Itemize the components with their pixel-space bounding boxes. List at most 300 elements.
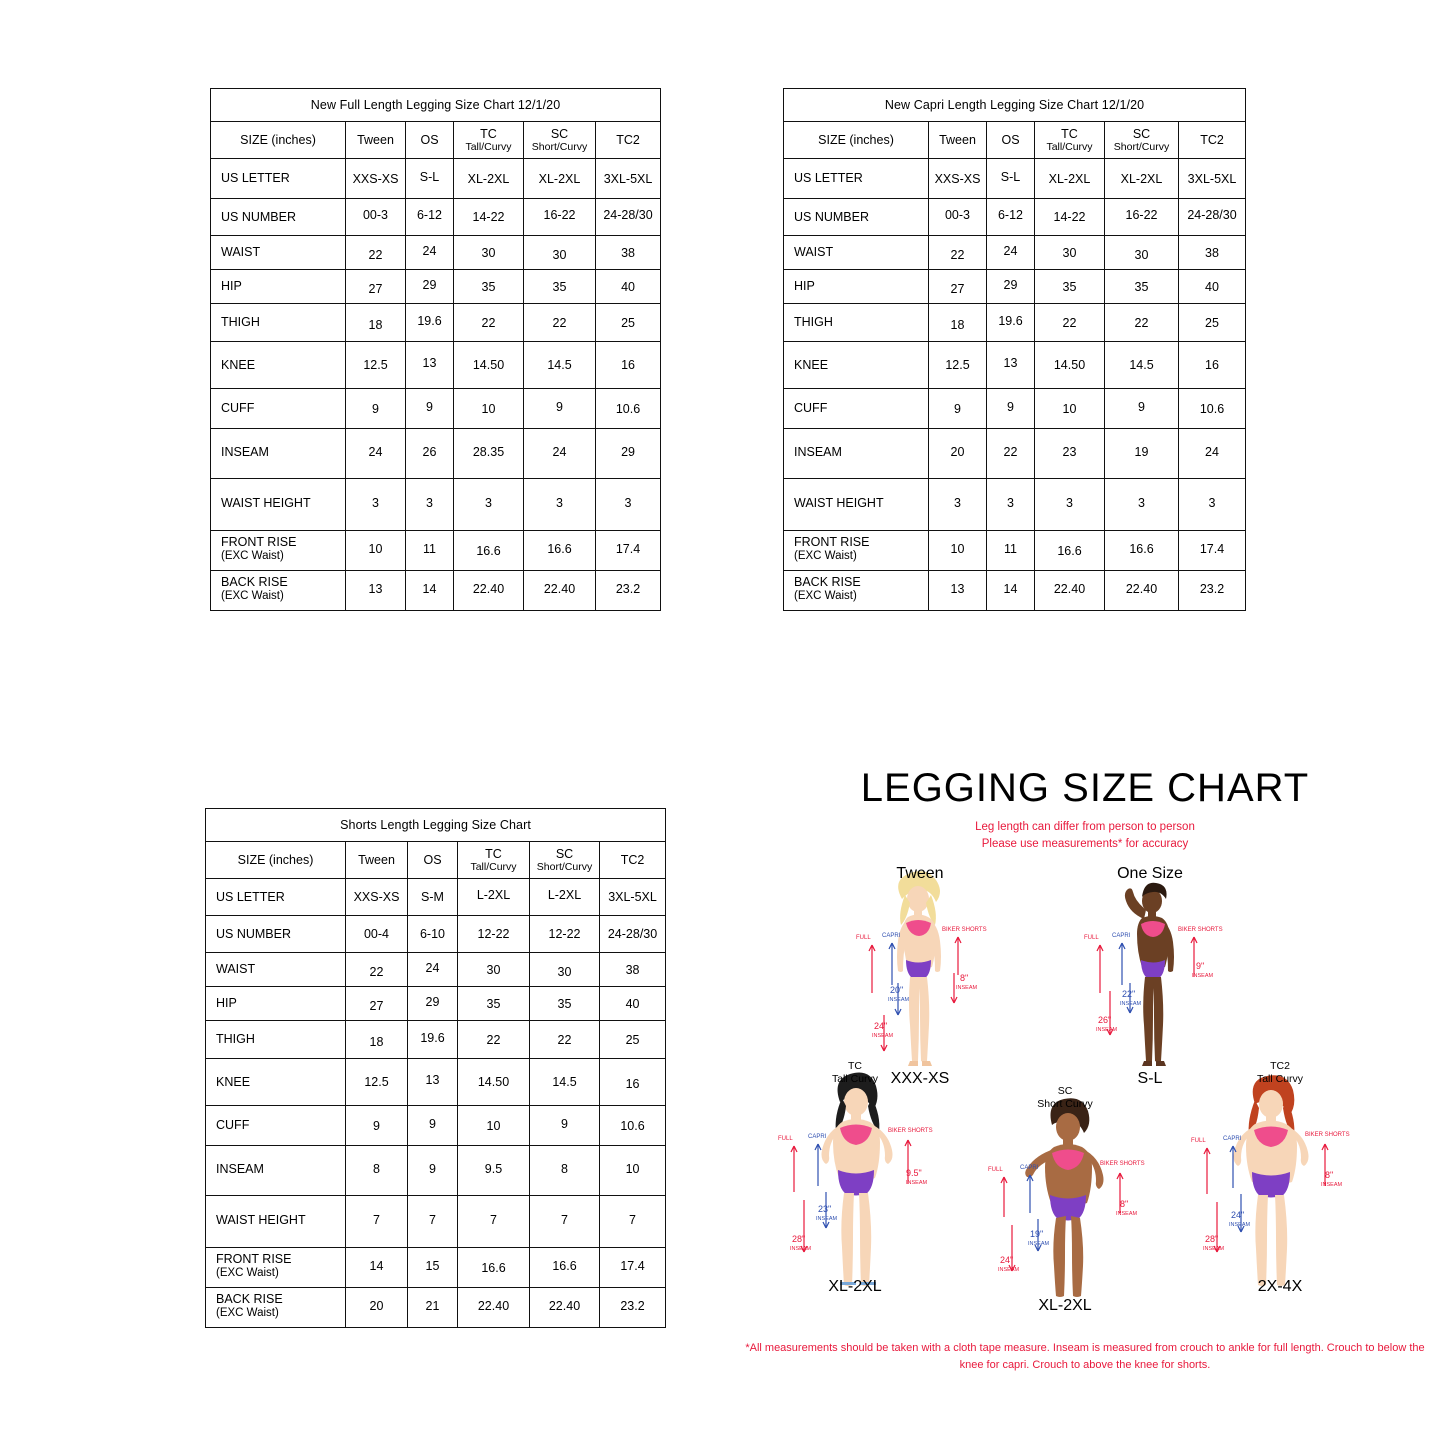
cell: 22.40 bbox=[1105, 571, 1179, 611]
row-label: WAIST HEIGHT bbox=[206, 1196, 346, 1248]
cell: 14.5 bbox=[530, 1059, 600, 1106]
cell: 14 bbox=[987, 571, 1035, 611]
svg-text:BIKER SHORTS: BIKER SHORTS bbox=[1305, 1132, 1350, 1138]
svg-text:INSEAM: INSEAM bbox=[1096, 1027, 1118, 1033]
cell: 9 bbox=[346, 1106, 408, 1146]
figure-top-label: TC bbox=[848, 1060, 862, 1072]
cell: 22 bbox=[987, 429, 1035, 479]
figure-top-label: TC2 bbox=[1270, 1060, 1290, 1072]
capri-length-size-chart bbox=[783, 88, 1246, 611]
cell: S-L bbox=[987, 159, 1035, 199]
table-row bbox=[784, 236, 1246, 270]
cell: 16-22 bbox=[524, 199, 596, 236]
row-label: FRONT RISE (EXC Waist) bbox=[206, 1248, 346, 1288]
table-row bbox=[206, 879, 666, 916]
cell: 22 bbox=[346, 953, 408, 987]
table-row bbox=[784, 479, 1246, 531]
table-row bbox=[784, 342, 1246, 389]
cell: 00-4 bbox=[346, 916, 408, 953]
cell: 9 bbox=[408, 1106, 458, 1146]
cell: 14.5 bbox=[1105, 342, 1179, 389]
cell: 22 bbox=[346, 236, 406, 270]
table-row bbox=[206, 1146, 666, 1196]
cell: 7 bbox=[530, 1196, 600, 1248]
column-header: SIZE (inches) bbox=[211, 122, 346, 159]
table-row bbox=[784, 429, 1246, 479]
cell: 22.40 bbox=[530, 1288, 600, 1328]
svg-text:9": 9" bbox=[1196, 961, 1205, 971]
size-table bbox=[205, 808, 666, 1328]
row-label: BACK RISE (EXC Waist) bbox=[206, 1288, 346, 1328]
accuracy-note-line2: Please use measurements* for accuracy bbox=[981, 837, 1189, 850]
cell: 27 bbox=[929, 270, 987, 304]
cell: 14 bbox=[346, 1248, 408, 1288]
row-label: WAIST bbox=[206, 953, 346, 987]
svg-text:BIKER SHORTS: BIKER SHORTS bbox=[1100, 1161, 1145, 1167]
cell: 13 bbox=[406, 342, 454, 389]
cell: XXS-XS bbox=[346, 879, 408, 916]
tween-body-illustration bbox=[830, 865, 1010, 1080]
cell: 12-22 bbox=[530, 916, 600, 953]
row-label: WAIST HEIGHT bbox=[784, 479, 929, 531]
measurement-footnote: *All measurements should be taken with a cloth tape measure. Inseam is measured from crouch to ankle for full length. Crouch to below the knee for capri. Crouch to above the knee for shorts. bbox=[745, 1342, 1425, 1371]
table-row bbox=[211, 236, 661, 270]
cell: 3 bbox=[1035, 479, 1105, 531]
cell: 24 bbox=[1179, 429, 1246, 479]
row-label: US NUMBER bbox=[206, 916, 346, 953]
cell: XL-2XL bbox=[1035, 159, 1105, 199]
svg-text:CAPRI: CAPRI bbox=[1223, 1136, 1242, 1142]
cell: 24-28/30 bbox=[600, 916, 666, 953]
cell: 9 bbox=[408, 1146, 458, 1196]
cell: XL-2XL bbox=[524, 159, 596, 199]
cell: S-L bbox=[406, 159, 454, 199]
table-row bbox=[206, 1059, 666, 1106]
cell: 6-10 bbox=[408, 916, 458, 953]
cell: 22.40 bbox=[458, 1288, 530, 1328]
cell: 7 bbox=[600, 1196, 666, 1248]
table-row bbox=[784, 199, 1246, 236]
figure-tween bbox=[830, 865, 1010, 1087]
cell: 6-12 bbox=[987, 199, 1035, 236]
cell: 22 bbox=[458, 1021, 530, 1059]
table-row bbox=[784, 159, 1246, 199]
svg-text:INSEAM: INSEAM bbox=[1203, 1246, 1225, 1252]
table-title: Shorts Length Legging Size Chart bbox=[206, 809, 666, 842]
cell: 16.6 bbox=[1035, 531, 1105, 571]
cell: 9.5 bbox=[458, 1146, 530, 1196]
row-label: HIP bbox=[784, 270, 929, 304]
cell: 13 bbox=[987, 342, 1035, 389]
figure-top-label-2: Tall Curvy bbox=[831, 1072, 879, 1085]
figure-short-curvy bbox=[970, 1085, 1160, 1314]
column-header: SC Short/Curvy bbox=[524, 122, 596, 159]
cell: 16 bbox=[596, 342, 661, 389]
cell: 23.2 bbox=[596, 571, 661, 611]
cell: 17.4 bbox=[1179, 531, 1246, 571]
cell: 16.6 bbox=[458, 1248, 530, 1288]
cell: 35 bbox=[530, 987, 600, 1021]
row-label: WAIST bbox=[211, 236, 346, 270]
accuracy-note bbox=[735, 819, 1435, 852]
figure-size-label: XXX-XS bbox=[890, 1070, 950, 1087]
cell: 35 bbox=[1105, 270, 1179, 304]
figure-tall-curvy bbox=[760, 1060, 950, 1295]
row-label: INSEAM bbox=[206, 1146, 346, 1196]
cell: 10.6 bbox=[600, 1106, 666, 1146]
cell: 22 bbox=[454, 304, 524, 342]
cell: 18 bbox=[346, 1021, 408, 1059]
cell: 9 bbox=[346, 389, 406, 429]
row-label: CUFF bbox=[784, 389, 929, 429]
cell: 24 bbox=[406, 236, 454, 270]
cell: 29 bbox=[408, 987, 458, 1021]
column-header: OS bbox=[408, 842, 458, 879]
cell: 25 bbox=[600, 1021, 666, 1059]
svg-text:INSEAM: INSEAM bbox=[1192, 973, 1214, 979]
figure-top-label: One Size bbox=[1117, 865, 1183, 882]
column-header: TC Tall/Curvy bbox=[1035, 122, 1105, 159]
row-label: WAIST bbox=[784, 236, 929, 270]
cell: 35 bbox=[454, 270, 524, 304]
cell: 30 bbox=[530, 953, 600, 987]
row-label: THIGH bbox=[206, 1021, 346, 1059]
cell: 25 bbox=[1179, 304, 1246, 342]
row-label: INSEAM bbox=[211, 429, 346, 479]
table-row bbox=[211, 531, 661, 571]
row-label: BACK RISE (EXC Waist) bbox=[784, 571, 929, 611]
svg-text:28": 28" bbox=[792, 1234, 806, 1244]
cell: 3 bbox=[346, 479, 406, 531]
row-label: KNEE bbox=[211, 342, 346, 389]
cell: 18 bbox=[346, 304, 406, 342]
column-header: TC Tall/Curvy bbox=[458, 842, 530, 879]
cell: 22 bbox=[530, 1021, 600, 1059]
cell: 12.5 bbox=[929, 342, 987, 389]
svg-text:FULL: FULL bbox=[1191, 1138, 1206, 1144]
cell: 12.5 bbox=[346, 342, 406, 389]
cell: 22.40 bbox=[1035, 571, 1105, 611]
cell: 16 bbox=[1179, 342, 1246, 389]
table-row bbox=[211, 342, 661, 389]
svg-text:INSEAM: INSEAM bbox=[1229, 1222, 1251, 1228]
cell: 3XL-5XL bbox=[600, 879, 666, 916]
cell: 24-28/30 bbox=[596, 199, 661, 236]
cell: 22 bbox=[1105, 304, 1179, 342]
cell: 35 bbox=[1035, 270, 1105, 304]
figure-one-size bbox=[1060, 865, 1240, 1087]
cell: 16.6 bbox=[530, 1248, 600, 1288]
cell: 8 bbox=[346, 1146, 408, 1196]
cell: 17.4 bbox=[600, 1248, 666, 1288]
cell: 12.5 bbox=[346, 1059, 408, 1106]
svg-text:INSEAM: INSEAM bbox=[790, 1246, 812, 1252]
svg-text:INSEAM: INSEAM bbox=[888, 997, 910, 1003]
svg-text:INSEAM: INSEAM bbox=[1321, 1182, 1343, 1188]
table-row bbox=[206, 1021, 666, 1059]
figure-top-label-2: Short Curvy bbox=[1037, 1097, 1093, 1110]
svg-text:INSEAM: INSEAM bbox=[956, 985, 978, 991]
cell: 3XL-5XL bbox=[1179, 159, 1246, 199]
column-header: TC Tall/Curvy bbox=[454, 122, 524, 159]
cell: 11 bbox=[406, 531, 454, 571]
cell: 14.50 bbox=[458, 1059, 530, 1106]
cell: 16.6 bbox=[1105, 531, 1179, 571]
cell: 16.6 bbox=[524, 531, 596, 571]
row-label: HIP bbox=[211, 270, 346, 304]
cell: 38 bbox=[1179, 236, 1246, 270]
cell: 19.6 bbox=[987, 304, 1035, 342]
cell: XXS-XS bbox=[929, 159, 987, 199]
svg-text:INSEAM: INSEAM bbox=[1028, 1241, 1050, 1247]
cell: 30 bbox=[1035, 236, 1105, 270]
figure-size-label: XL-2XL bbox=[1038, 1297, 1092, 1314]
row-label: INSEAM bbox=[784, 429, 929, 479]
svg-text:24": 24" bbox=[874, 1021, 888, 1031]
svg-text:BIKER SHORTS: BIKER SHORTS bbox=[1178, 927, 1223, 933]
table-row bbox=[206, 1288, 666, 1328]
row-label: US NUMBER bbox=[211, 199, 346, 236]
shorts-length-size-chart bbox=[205, 808, 666, 1328]
table-title-row bbox=[784, 89, 1246, 122]
column-header: SC Short/Curvy bbox=[530, 842, 600, 879]
cell: 30 bbox=[458, 953, 530, 987]
cell: 15 bbox=[408, 1248, 458, 1288]
cell: 24 bbox=[408, 953, 458, 987]
row-label: FRONT RISE (EXC Waist) bbox=[211, 531, 346, 571]
figure-top-label-2: Tall Curvy bbox=[1256, 1072, 1304, 1085]
cell: 30 bbox=[524, 236, 596, 270]
accuracy-note-line1: Leg length can differ from person to person bbox=[975, 821, 1195, 833]
row-label: US LETTER bbox=[211, 159, 346, 199]
cell: 7 bbox=[458, 1196, 530, 1248]
table-row bbox=[784, 571, 1246, 611]
svg-text:INSEAM: INSEAM bbox=[1120, 1001, 1142, 1007]
cell: 23.2 bbox=[600, 1288, 666, 1328]
table-row bbox=[211, 270, 661, 304]
table-title: New Capri Length Legging Size Chart 12/1/20 bbox=[784, 89, 1246, 122]
table-row bbox=[211, 479, 661, 531]
cell: 19 bbox=[1105, 429, 1179, 479]
cell: 13 bbox=[408, 1059, 458, 1106]
column-header: OS bbox=[406, 122, 454, 159]
cell: XL-2XL bbox=[1105, 159, 1179, 199]
svg-text:FULL: FULL bbox=[1084, 935, 1099, 941]
table-header-row bbox=[784, 122, 1246, 159]
cell: 23.2 bbox=[1179, 571, 1246, 611]
column-header: TC2 bbox=[1179, 122, 1246, 159]
cell: 38 bbox=[600, 953, 666, 987]
svg-text:8": 8" bbox=[1120, 1199, 1129, 1209]
svg-text:24": 24" bbox=[1000, 1255, 1014, 1265]
svg-text:19": 19" bbox=[1030, 1229, 1044, 1239]
cell: 29 bbox=[987, 270, 1035, 304]
cell: 12-22 bbox=[458, 916, 530, 953]
cell: 7 bbox=[346, 1196, 408, 1248]
cell: 14.50 bbox=[1035, 342, 1105, 389]
cell: 10 bbox=[1035, 389, 1105, 429]
cell: 27 bbox=[346, 987, 408, 1021]
table-title: New Full Length Legging Size Chart 12/1/20 bbox=[211, 89, 661, 122]
cell: 16.6 bbox=[454, 531, 524, 571]
cell: 9 bbox=[929, 389, 987, 429]
cell: 40 bbox=[1179, 270, 1246, 304]
cell: 27 bbox=[346, 270, 406, 304]
cell: 14.5 bbox=[524, 342, 596, 389]
cell: 9 bbox=[530, 1106, 600, 1146]
cell: 13 bbox=[346, 571, 406, 611]
table-row bbox=[211, 389, 661, 429]
table-row bbox=[784, 270, 1246, 304]
svg-text:24": 24" bbox=[1231, 1210, 1245, 1220]
table-row bbox=[206, 953, 666, 987]
row-label: HIP bbox=[206, 987, 346, 1021]
svg-text:8": 8" bbox=[960, 973, 969, 983]
row-label: US LETTER bbox=[784, 159, 929, 199]
cell: 28.35 bbox=[454, 429, 524, 479]
cell: 16 bbox=[600, 1059, 666, 1106]
cell: 30 bbox=[1105, 236, 1179, 270]
svg-text:23": 23" bbox=[818, 1204, 832, 1214]
row-label: KNEE bbox=[206, 1059, 346, 1106]
cell: 10.6 bbox=[1179, 389, 1246, 429]
cell: 10 bbox=[458, 1106, 530, 1146]
svg-text:20": 20" bbox=[890, 985, 904, 995]
cell: 3 bbox=[406, 479, 454, 531]
column-header: SC Short/Curvy bbox=[1105, 122, 1179, 159]
cell: 14.50 bbox=[454, 342, 524, 389]
page-title: LEGGING SIZE CHART bbox=[860, 766, 1310, 810]
cell: 14 bbox=[406, 571, 454, 611]
row-label: FRONT RISE (EXC Waist) bbox=[784, 531, 929, 571]
cell: 18 bbox=[929, 304, 987, 342]
svg-text:8": 8" bbox=[1325, 1170, 1334, 1180]
table-header-row bbox=[206, 842, 666, 879]
cell: 19.6 bbox=[406, 304, 454, 342]
figure-top-label: SC bbox=[1057, 1085, 1073, 1097]
column-header: SIZE (inches) bbox=[206, 842, 346, 879]
table-row bbox=[211, 571, 661, 611]
cell: 7 bbox=[408, 1196, 458, 1248]
row-label: THIGH bbox=[784, 304, 929, 342]
column-header: SIZE (inches) bbox=[784, 122, 929, 159]
figure-top-label: Tween bbox=[896, 865, 944, 882]
table-row bbox=[206, 1106, 666, 1146]
svg-text:FULL: FULL bbox=[856, 935, 871, 941]
one-size-body-illustration bbox=[1060, 865, 1240, 1080]
cell: 3 bbox=[987, 479, 1035, 531]
cell: 10 bbox=[346, 531, 406, 571]
table-row bbox=[206, 916, 666, 953]
cell: 35 bbox=[524, 270, 596, 304]
cell: 9 bbox=[1105, 389, 1179, 429]
cell: 3 bbox=[454, 479, 524, 531]
table-row bbox=[206, 1196, 666, 1248]
svg-text:9.5": 9.5" bbox=[906, 1168, 922, 1178]
cell: 20 bbox=[929, 429, 987, 479]
full-length-size-chart bbox=[210, 88, 661, 611]
column-header: Tween bbox=[346, 122, 406, 159]
table-row bbox=[211, 304, 661, 342]
cell: 3 bbox=[1179, 479, 1246, 531]
svg-text:CAPRI: CAPRI bbox=[882, 933, 901, 939]
svg-text:INSEAM: INSEAM bbox=[1116, 1211, 1138, 1217]
column-header: TC2 bbox=[600, 842, 666, 879]
cell: 30 bbox=[454, 236, 524, 270]
cell: 13 bbox=[929, 571, 987, 611]
cell: 14-22 bbox=[454, 199, 524, 236]
cell: 16-22 bbox=[1105, 199, 1179, 236]
table-row bbox=[784, 304, 1246, 342]
size-table bbox=[210, 88, 661, 611]
column-header: Tween bbox=[929, 122, 987, 159]
column-header: TC2 bbox=[596, 122, 661, 159]
svg-text:FULL: FULL bbox=[778, 1136, 793, 1142]
svg-text:INSEAM: INSEAM bbox=[906, 1180, 928, 1186]
column-header: OS bbox=[987, 122, 1035, 159]
svg-text:CAPRI: CAPRI bbox=[1112, 933, 1131, 939]
cell: L-2XL bbox=[458, 879, 530, 916]
svg-text:INSEAM: INSEAM bbox=[998, 1267, 1020, 1273]
svg-text:INSEAM: INSEAM bbox=[816, 1216, 838, 1222]
cell: 21 bbox=[408, 1288, 458, 1328]
cell: L-2XL bbox=[530, 879, 600, 916]
tall-curvy-body-illustration bbox=[760, 1060, 950, 1290]
figure-size-label: S-L bbox=[1137, 1070, 1163, 1087]
cell: 24 bbox=[346, 429, 406, 479]
cell: 3 bbox=[929, 479, 987, 531]
svg-text:CAPRI: CAPRI bbox=[808, 1134, 827, 1140]
row-label: THIGH bbox=[211, 304, 346, 342]
cell: 26 bbox=[406, 429, 454, 479]
cell: 8 bbox=[530, 1146, 600, 1196]
column-header: Tween bbox=[346, 842, 408, 879]
legging-size-chart-illustration bbox=[735, 760, 1435, 1400]
cell: 40 bbox=[600, 987, 666, 1021]
cell: 10 bbox=[929, 531, 987, 571]
table-title-row bbox=[206, 809, 666, 842]
cell: 24 bbox=[524, 429, 596, 479]
figure-size-label: XL-2XL bbox=[828, 1278, 882, 1295]
table-row bbox=[784, 531, 1246, 571]
cell: 3 bbox=[596, 479, 661, 531]
cell: 19.6 bbox=[408, 1021, 458, 1059]
cell: 3XL-5XL bbox=[596, 159, 661, 199]
cell: 00-3 bbox=[346, 199, 406, 236]
cell: 3 bbox=[524, 479, 596, 531]
cell: 40 bbox=[596, 270, 661, 304]
cell: XL-2XL bbox=[454, 159, 524, 199]
cell: 00-3 bbox=[929, 199, 987, 236]
cell: 9 bbox=[987, 389, 1035, 429]
cell: 25 bbox=[596, 304, 661, 342]
cell: 10 bbox=[454, 389, 524, 429]
row-label: US NUMBER bbox=[784, 199, 929, 236]
cell: 24-28/30 bbox=[1179, 199, 1246, 236]
cell: 23 bbox=[1035, 429, 1105, 479]
row-label: CUFF bbox=[211, 389, 346, 429]
tall-curvy-2-body-illustration bbox=[1175, 1060, 1365, 1290]
svg-text:22": 22" bbox=[1122, 989, 1136, 999]
table-row bbox=[206, 1248, 666, 1288]
table-title-row bbox=[211, 89, 661, 122]
cell: 24 bbox=[987, 236, 1035, 270]
cell: 20 bbox=[346, 1288, 408, 1328]
cell: 29 bbox=[406, 270, 454, 304]
size-table bbox=[783, 88, 1246, 611]
row-label: KNEE bbox=[784, 342, 929, 389]
cell: 22.40 bbox=[454, 571, 524, 611]
